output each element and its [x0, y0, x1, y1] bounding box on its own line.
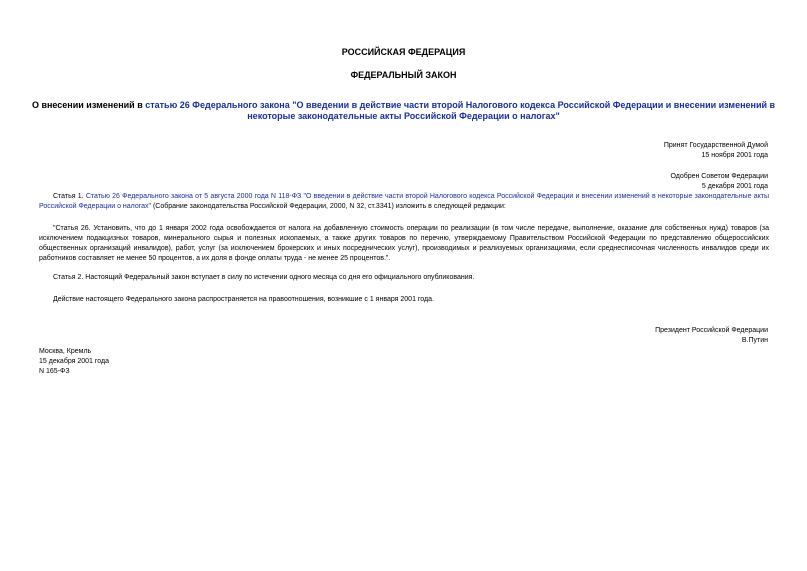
- article-26-quote-text: "Статья 26. Установить, что до 1 января 2002 года освобождается от налога на добавленную стоимость операции по реализации (в том числе передаче, выполнение, оказание для собственных нужд) товаров (за исключением подакцизных товаров, минерального сырья и полезных ископаемых, а также других товаров по перечню, утверждаемому Правительством Российской Федерации по представлению общероссийских общественных организаций инвалидов), работ, услуг (за исключением брокерских и иных посреднических услуг), производимых и реализуемых организациями, если среднесписочная численность инвалидов среди их работников составляет не менее 50 процентов, а их доля в фонде оплаты труда - не менее 25 процентов.".: [39, 225, 769, 262]
- approval-date: 5 декабря 2001 года: [701, 183, 768, 190]
- place-date-block: [39, 347, 109, 377]
- adoption-block: [664, 141, 768, 161]
- signer-name: В.Путин: [741, 337, 768, 344]
- article-1: [39, 192, 769, 212]
- signing-place: Москва, Кремль: [39, 348, 92, 355]
- signature-block: [655, 326, 768, 346]
- law-title-prefix: О внесении изменений в: [31, 100, 146, 110]
- adoption-date: 15 ноября 2001 года: [701, 152, 768, 159]
- doc-type-heading: ФЕДЕРАЛЬНЫЙ ЗАКОН: [350, 70, 457, 80]
- article-1-link[interactable]: Статью 26 Федерального закона от 5 августа 2000 года N 118-ФЗ "О введении в действие части второй Налогового кодекса Российской Федерации и внесении изменений в некоторые законодательные акты Российской Федерации о налогах": [39, 193, 769, 210]
- law-title: [30, 100, 777, 122]
- adoption-body: Принят Государственной Думой: [663, 142, 768, 149]
- article-2: [39, 273, 769, 283]
- article-26-quote: [39, 224, 769, 264]
- effect-clause-text: Действие настоящего Федерального закона распространяется на правоотношения, возникшие с 1 января 2001 года.: [53, 296, 434, 303]
- signer-position: Президент Российской Федерации: [655, 327, 768, 334]
- approval-body: Одобрен Советом Федерации: [670, 173, 768, 180]
- law-title-link[interactable]: статью 26 Федерального закона "О введении в действие части второй Налогового кодекса Российской Федерации и внесении изменений в некоторые законодательные акты Российской Федерации о налогах": [145, 100, 776, 121]
- article-2-text: Статья 2. Настоящий Федеральный закон вступает в силу по истечении одного месяца со дня его официального опубликования.: [53, 274, 475, 281]
- country-heading: РОССИЙСКАЯ ФЕДЕРАЦИЯ: [341, 47, 466, 57]
- article-1-label: Статья 1.: [53, 193, 86, 200]
- approval-block: [670, 172, 768, 192]
- effect-clause: [39, 295, 769, 305]
- law-number: N 165-ФЗ: [39, 368, 70, 375]
- signing-date: 15 декабря 2001 года: [39, 358, 110, 365]
- article-1-rest: (Собрание законодательства Российской Федерации, 2000, N 32, ст.3341) изложить в следующей редакции:: [151, 203, 506, 210]
